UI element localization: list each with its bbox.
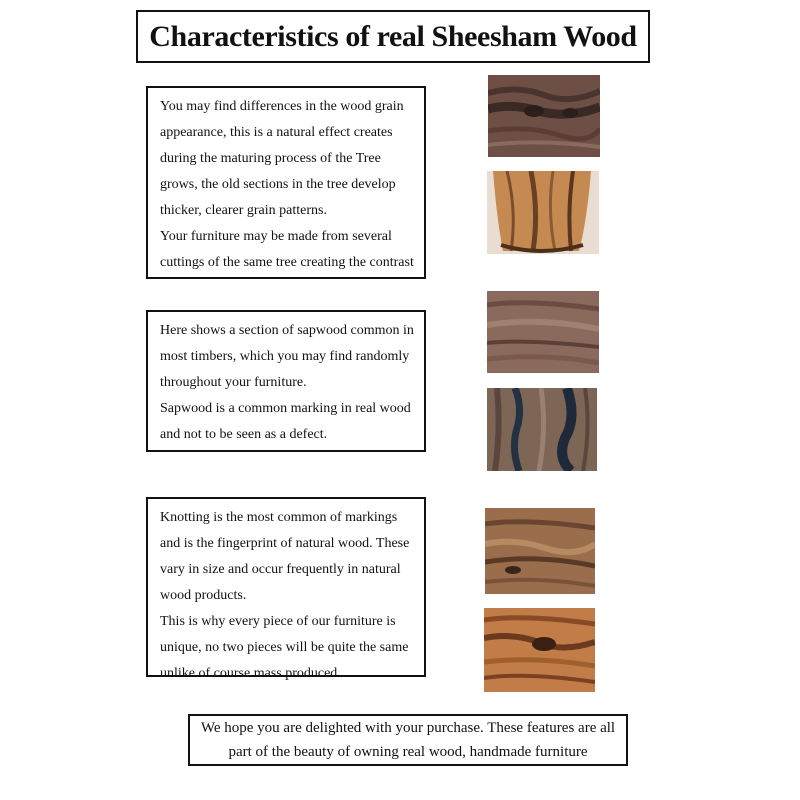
closing-line-2: part of the beauty of owning real wood, handmade furniture xyxy=(228,744,588,760)
sapwood-paragraph-2: Sapwood is a common marking in real wood and not to be seen as a defect. xyxy=(160,401,411,442)
grain-paragraph-1: You may find differences in the wood grain appearance, this is a natural effect creates during the maturing process of the Tree grows, the old sections in the tree develop thicker, clearer grain patterns. xyxy=(160,99,404,218)
wood-grain-photo-2 xyxy=(487,171,599,254)
knotting-paragraph-2: This is why every piece of our furniture is unique, no two pieces will be quite the same unlike of course mass produced xyxy=(160,614,409,681)
knotting-photo-1 xyxy=(485,508,595,594)
sapwood-paragraph-1: Here shows a section of sapwood common in most timbers, which you may find randomly throughout your furniture. xyxy=(160,323,414,390)
page-title: Characteristics of real Sheesham Wood xyxy=(149,19,637,53)
knotting-textbox xyxy=(146,497,426,681)
sapwood-photo-1 xyxy=(487,291,599,373)
grain-paragraph-2: Your furniture may be made from several cuttings of the same tree creating the contrast xyxy=(160,229,414,270)
sapwood-photo-2 xyxy=(487,388,597,471)
knotting-photo-2 xyxy=(484,608,595,692)
closing-textbox xyxy=(188,714,628,766)
title-box xyxy=(136,10,650,63)
closing-line-1: We hope you are delighted with your purchase. These features are all xyxy=(200,720,616,736)
sapwood-textbox xyxy=(146,310,426,452)
grain-variation-textbox xyxy=(146,86,426,279)
wood-grain-photo-1 xyxy=(488,75,600,157)
knotting-paragraph-1: Knotting is the most common of markings and is the fingerprint of natural wood. These vary in size and occur frequently in natural wood products. xyxy=(160,510,410,603)
